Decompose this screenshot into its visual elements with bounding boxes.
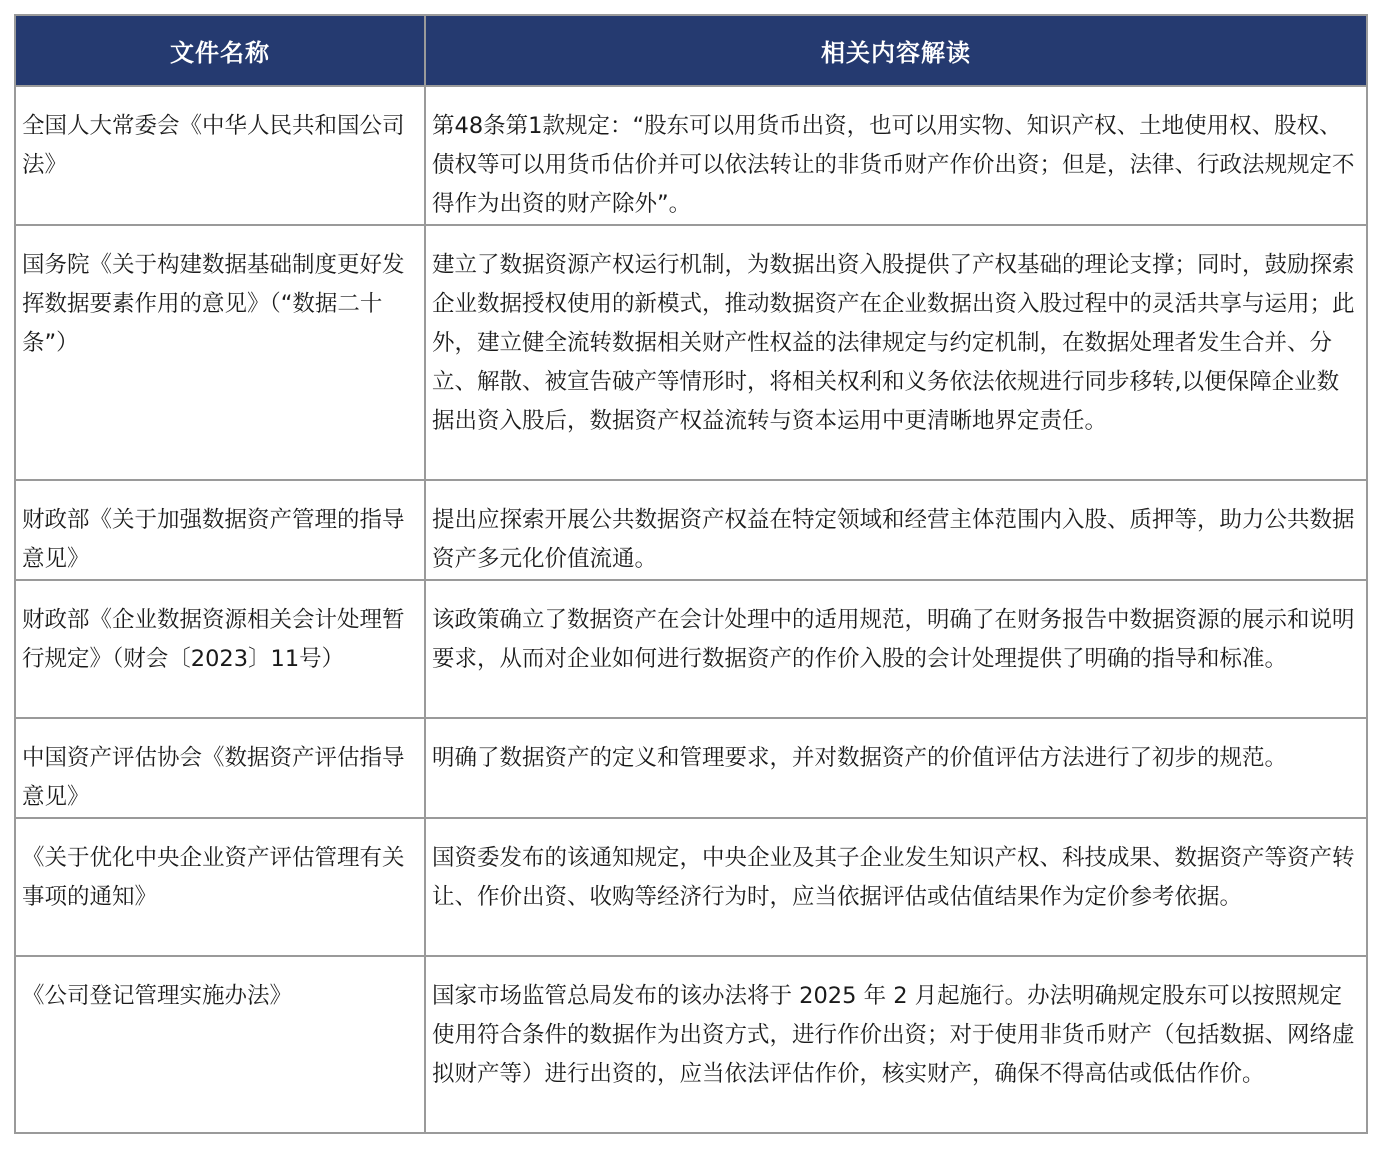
table-row xyxy=(15,818,1367,956)
file-name-cell: 全国人大常委会《中华人民共和国公司法》 xyxy=(15,86,425,225)
policy-table-container xyxy=(14,14,1366,1134)
content-cell: 国资委发布的该通知规定，中央企业及其子企业发生知识产权、科技成果、数据资产等资产转让、作价出资、收购等经济行为时，应当依据评估或估值结果作为定价参考依据。 xyxy=(425,818,1367,956)
file-name-cell: 国务院《关于构建数据基础制度更好发挥数据要素作用的意见》（“数据二十条”） xyxy=(15,225,425,480)
file-name-cell: 《关于优化中央企业资产评估管理有关事项的通知》 xyxy=(15,818,425,956)
policy-table xyxy=(14,14,1368,1134)
file-name-cell: 《公司登记管理实施办法》 xyxy=(15,956,425,1133)
table-row xyxy=(15,225,1367,480)
table-row xyxy=(15,718,1367,818)
header-file-name: 文件名称 xyxy=(15,15,425,86)
content-cell: 明确了数据资产的定义和管理要求，并对数据资产的价值评估方法进行了初步的规范。 xyxy=(425,718,1367,818)
file-name-cell: 中国资产评估协会《数据资产评估指导意见》 xyxy=(15,718,425,818)
table-row xyxy=(15,86,1367,225)
content-cell: 该政策确立了数据资产在会计处理中的适用规范，明确了在财务报告中数据资源的展示和说明要求，从而对企业如何进行数据资产的作价入股的会计处理提供了明确的指导和标准。 xyxy=(425,580,1367,718)
content-cell: 建立了数据资源产权运行机制，为数据出资入股提供了产权基础的理论支撑；同时，鼓励探索企业数据授权使用的新模式，推动数据资产在企业数据出资入股过程中的灵活共享与运用；此外，建立健全流转数据相关财产性权益的法律规定与约定机制，在数据处理者发生合并、分立、解散、被宣告破产等情形时，将相关权利和义务依法依规进行同步移转,以便保障企业数据出资入股后，数据资产权益流转与资本运用中更清晰地界定责任。 xyxy=(425,225,1367,480)
table-header-row xyxy=(15,15,1367,86)
content-cell: 提出应探索开展公共数据资产权益在特定领域和经营主体范围内入股、质押等，助力公共数据资产多元化价值流通。 xyxy=(425,480,1367,580)
content-cell: 国家市场监管总局发布的该办法将于 2025 年 2 月起施行。办法明确规定股东可以按照规定使用符合条件的数据作为出资方式，进行作价出资；对于使用非货币财产（包括数据、网络虚拟财产等）进行出资的，应当依法评估作价，核实财产，确保不得高估或低估作价。 xyxy=(425,956,1367,1133)
table-row xyxy=(15,956,1367,1133)
header-content-interpretation: 相关内容解读 xyxy=(425,15,1367,86)
file-name-cell: 财政部《关于加强数据资产管理的指导意见》 xyxy=(15,480,425,580)
table-row xyxy=(15,580,1367,718)
table-row xyxy=(15,480,1367,580)
file-name-cell: 财政部《企业数据资源相关会计处理暂行规定》（财会〔2023〕11号） xyxy=(15,580,425,718)
content-cell: 第48条第1款规定：“股东可以用货币出资，也可以用实物、知识产权、土地使用权、股权、债权等可以用货币估价并可以依法转让的非货币财产作价出资；但是，法律、行政法规规定不得作为出资的财产除外”。 xyxy=(425,86,1367,225)
